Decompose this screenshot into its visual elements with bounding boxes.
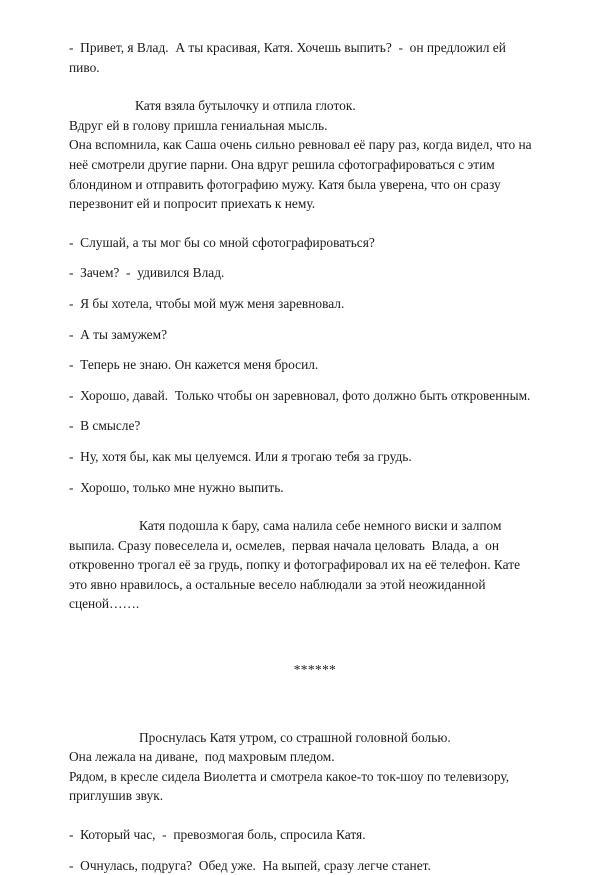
dialogue-line-listen: - Слушай, а ты мог бы со мной сфотографироваться? <box>69 234 375 250</box>
dialogue-line-kissing: - Ну, хотя бы, как мы целуемся. Или я трогаю тебя за грудь. <box>69 448 412 464</box>
paragraph-violetta-tv: Рядом, в кресле сидела Виолетта и смотрела какое-то ток-шоу по телевизору, приглушив звук. <box>69 768 513 804</box>
dialogue-line-husband-jealous: - Я бы хотела, чтобы мой муж меня заревновал. <box>69 295 345 311</box>
spacer <box>69 845 537 856</box>
dialogue-line-ok-lets-do-it: - Хорошо, давай. Только чтобы он заревновал, фото должно быть откровенным. <box>69 387 531 403</box>
spacer <box>69 467 537 478</box>
spacer <box>69 283 537 294</box>
spacer <box>69 680 537 728</box>
paragraph-lying-on-sofa: Она лежала на диване, под махровым пледом. <box>69 749 335 765</box>
spacer <box>69 314 537 325</box>
spacer <box>69 405 537 416</box>
paragraph-woke-up: Проснулась Катя утром, со страшной головной болью. <box>139 729 451 745</box>
dialogue-line-are-you-married: - А ты замужем? <box>69 326 168 342</box>
dialogue-line-meaning: - В смысле? <box>69 418 141 434</box>
dialogue-line-why: - Зачем? - удивился Влад. <box>69 265 225 281</box>
spacer <box>69 614 537 660</box>
spacer <box>69 214 537 233</box>
section-separator-wrap <box>69 660 537 680</box>
dialogue-line-need-drink: - Хорошо, только мне нужно выпить. <box>69 479 284 495</box>
spacer <box>69 344 537 355</box>
spacer <box>69 806 537 825</box>
paragraph-brilliant-idea: Вдруг ей в голову пришла гениальная мысль. <box>69 117 328 133</box>
paragraph-bar-scene: Катя подошла к бару, сама налила себе немного виски и залпом выпила. Сразу повеселела и, осмелев, первая начала целовать Влада, а он откровенно трогал её за грудь, попку и фотографировал их на её телефон. Кате это явно нравилось, а остальные весело наблюдали за этой неожиданной сценой……. <box>69 518 524 612</box>
section-separator: ****** <box>293 662 337 678</box>
spacer <box>69 436 537 447</box>
spacer <box>69 77 537 96</box>
spacer <box>69 375 537 386</box>
document-body <box>69 38 537 875</box>
paragraph-katya-took-bottle: Катя взяла бутылочку и отпила глоток. <box>135 98 356 114</box>
spacer <box>69 497 537 516</box>
spacer <box>69 252 537 263</box>
dialogue-line-lunch-already: - Очнулась, подруга? Обед уже. На выпей, сразу легче станет. <box>69 857 431 873</box>
paragraph-she-remembered: Она вспомнила, как Саша очень сильно ревновал её пару раз, когда видел, что на неё смотрели другие парни. Она вдруг решила сфотографироваться с этим блондином и отправить фотографию мужу. Катя была уверена, что он сразу перезвонит ей и попросит приехать к нему. <box>69 137 535 212</box>
dialogue-line-dont-know: - Теперь не знаю. Он кажется меня бросил. <box>69 357 319 373</box>
paragraph-greeting: - Привет, я Влад. А ты красивая, Катя. Хочешь выпить? - он предложил ей пиво. <box>69 40 510 75</box>
dialogue-line-what-time: - Который час, - превозмогая боль, спросила Катя. <box>69 827 366 843</box>
